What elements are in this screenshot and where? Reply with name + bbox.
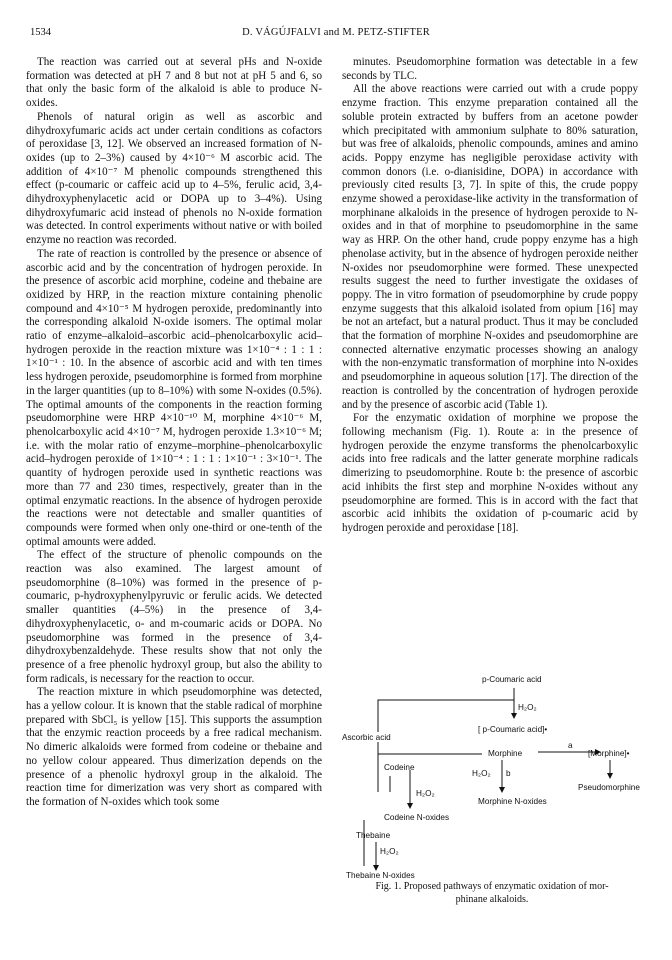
label-h2o2-codeine: H₂O₂ [416, 789, 435, 798]
paragraph: All the above reactions were carried out with a crude poppy enzyme fraction. This enzyme preparation contained all the soluble protein extracted by buffers from an acetone powder which precipitated with ammonium sulphate to 80% saturation, but was free of alkaloids, phenolic compounds, amines and amino acids. Poppy enzyme has negligible peroxidase activity with common donors (i.e. o-dianisidine, DOPA) in accordance with previously cited results [3, 7]. In spite of this, the crude poppy enzyme showed a peroxidase-like activity in the transformation of morphinane alkaloids in the presence of hydrogen peroxide to N-oxides and in that of morphine to pseudomorphine in the same way as HRP. On the other hand, crude poppy enzyme has a high phenolase activity, but in the absence of hydrogen peroxide neither N-oxides nor pseudomorphine were formed. These unexpected results suggest the need to further investigate the oxidases of poppy. The in vitro formation of pseudomorphine by crude poppy enzyme suggests that this alkaloid isolated from opium [16] may be not an artefact, but a natural product. Thus it may be concluded that the formation of morphine N-oxides and pseudomorphine are connected alternative enzymatic processes showing an analogy with the non-enzymatic transformation of morphine into N-oxides and pseudomorphine in aqueous solution [17]. The direction of the reaction is controlled by the concentration of hydrogen peroxide and by the presence of ascorbic acid (Table 1). [342, 83, 638, 411]
label-route-a: a [568, 741, 573, 750]
label-morphine: Morphine [488, 749, 523, 758]
paragraph: The reaction was carried out at several pHs and N-oxide formation was detected at pH 7 and 8 but not at pH 5 and 6, so that only the basic form of the alkaloid is able to produce N-oxides. [26, 56, 322, 110]
label-pseudomorphine: Pseudomorphine [578, 783, 640, 792]
label-p-coumaric-acid: p-Coumaric acid [482, 675, 542, 684]
left-column [26, 56, 322, 810]
reaction-scheme-diagram [342, 670, 642, 880]
label-thebaine: Thebaine [356, 831, 391, 840]
paragraph: For the enzymatic oxidation of morphine we propose the following mechanism (Fig. 1). Route a: in the presence of hydrogen peroxide the enzyme transforms the phenolcarboxylic acids into free radicals and the latter generate morphine radicals dimerizing to pseudomorphine. Route b: the presence of ascorbic acid inhibits the first step and morphine N-oxides without any pseudomorphine are formed. This is in accord with the fact that ascorbic acid inhibits the oxidation of p-coumaric acid by hydrogen peroxide and peroxidase [18]. [342, 412, 638, 534]
label-thebaine-n-oxides: Thebaine N-oxides [346, 871, 415, 880]
figure-caption [342, 880, 642, 906]
label-morphine-radical: [Morphine]• [588, 749, 630, 758]
right-column [342, 56, 638, 536]
label-ascorbic-acid: Ascorbic acid [342, 733, 391, 742]
label-p-coumaric-radical: [ p-Coumaric acid]• [478, 725, 548, 734]
paragraph: minutes. Pseudomorphine formation was detectable in a few seconds by TLC. [342, 56, 638, 82]
label-h2o2-thebaine: H₂O₂ [380, 847, 399, 856]
caption-line-2: phinane alkaloids. [455, 894, 529, 905]
paragraph: Phenols of natural origin as well as ascorbic and dihydroxyfumaric acids act under certain conditions as cofactors of peroxidase [3, 12]. We observed an increased formation of N-oxides (up to 2–3%) caused by 4×10⁻⁶ M ascorbic acid. The addition of 4×10⁻⁷ M phenolic compounds strengthened this effect (p-coumaric or caffeic acid up to 4–5%, ferulic acid, 3,4-dihydroxyphenylacetic acid or DOPA up to 3–4%). Using dihydroxyfumaric acid instead of phenols no N-oxide formation was detected. In control experiments without native or with boiled enzyme no reaction was recorded. [26, 110, 322, 247]
label-codeine: Codeine [384, 763, 415, 772]
reaction-scheme-figure [342, 670, 642, 890]
page-header [0, 27, 672, 41]
label-h2o2-top: H₂O₂ [518, 703, 537, 712]
page-number: 1534 [30, 27, 51, 38]
paragraph: The effect of the structure of phenolic compounds on the reaction was also examined. The largest amount of pseudomorphine (8–10%) was formed in the presence of p-coumaric, p-hydroxyphenylpyruvic or ferulic acids. We detected smaller quantities (4–5%) in the presence of 3,4-dihydroxyphenylacetic, o- and m-coumaric acids or DOPA. No pseudomorphine was formed in the presence of 3,4-dihydroxybenzaldehyde. These results show that not only the presence of a free phenolic hydroxyl group, but also the ability to form radicals, is necessary for the reaction to occur. [26, 549, 322, 685]
figure-labels [342, 675, 640, 880]
label-h2o2-mid: H₂O₂ [472, 769, 491, 778]
paragraph: The reaction mixture in which pseudomorphine was detected, has a yellow colour. It is known that the stable radical of morphine prepared with SbCl₅ is yellow [15]. This supports the assumption that the enzymic reaction proceeds by a free radical mechanism. No dimeric alkaloids were formed from codeine or thebaine and no yellow colour appeared. Thus dimerization depends on the presence of a phenolic hydroxyl group in the alkaloid. The reaction time for dimerization was very short as compared with the formation of N-oxides which took some [26, 686, 322, 808]
label-route-b: b [506, 769, 511, 778]
label-codeine-n-oxides: Codeine N-oxides [384, 813, 450, 822]
running-head: D. VÁGÚJFALVI and M. PETZ-STIFTER [242, 27, 430, 38]
label-morphine-n-oxides: Morphine N-oxides [478, 797, 547, 806]
paragraph: The rate of reaction is controlled by the presence or absence of ascorbic acid and by the concentration of hydrogen peroxide. In the presence of ascorbic acid morphine, codeine and thebaine are oxidized by HRP, in the reaction mixture containing phenolic compound and 4×10⁻⁵ M hydrogen peroxide, predominantly into the corresponding alkaloid N-oxide isomers. The optimal molar ratio of enzyme–alkaloid–ascorbic acid–phenolcarboxylic acid–hydrogen peroxide in the reaction mixture was 1×10⁻⁴ : 1 : 1 : 1×10⁻¹ : 10. In the absence of ascorbic acid and with ten times less hydrogen peroxide, pseudomorphine is formed from morphine in the larger quantities (up to 8–10%) with some N-oxides (0.5%). The optimal amounts of the components in the reaction forming pseudomorphine were HRP 4×10⁻¹⁰ M, morphine 4×10⁻⁶ M, phenolcarboxylic acid 4×10⁻⁷ M, hydrogen peroxide 1.3×10⁻⁶ M; i.e. with the molar ratio of enzyme–morphine–phenolcarboxylic acid–hydrogen peroxide of 1×10⁻⁴ : 1 : 1 : 1×10⁻¹ : 3×10⁻¹. The quantity of hydrogen peroxide used in synthetic reactions was more than 77 and 230 times, respectively, greater than in the optimal enzymatic reactions. In the absence of hydrogen peroxide the reactions were not detectable and smaller quantities of compounds were formed when only one-third or one-tenth of the optimal amounts were added. [26, 247, 322, 548]
caption-line-1: Fig. 1. Proposed pathways of enzymatic oxidation of mor- [375, 881, 609, 892]
